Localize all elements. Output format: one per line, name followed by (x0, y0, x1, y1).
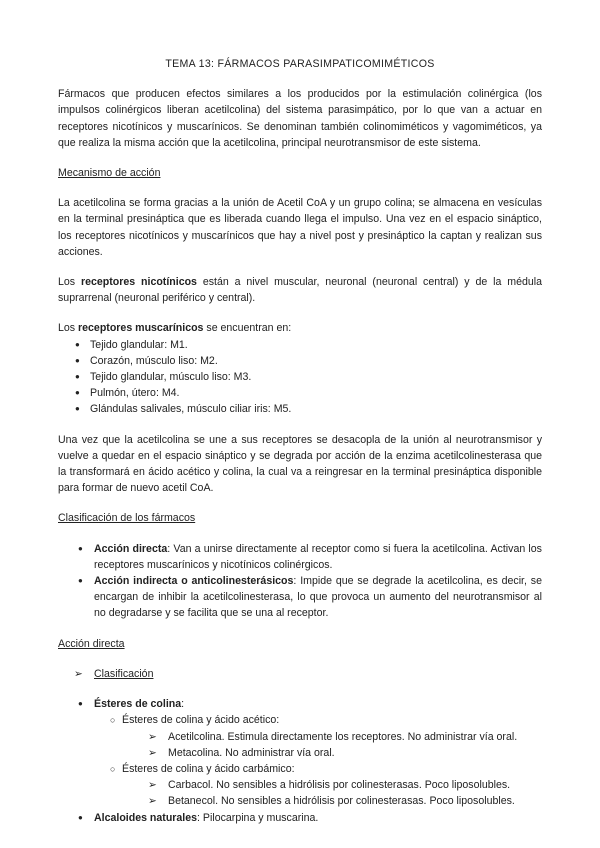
list-item: ● Pulmón, útero: M4. (58, 385, 542, 401)
list-item-directa (58, 541, 542, 573)
indirecta-bold: Acción indirecta o anticolinesterásicos (94, 575, 294, 588)
list-item-esteres (58, 696, 542, 712)
mus-bold: receptores muscarínicos (78, 322, 204, 335)
alcaloides-text: : Pilocarpina y muscarina. (197, 811, 319, 824)
heading-clasificacion: Clasificación de los fármacos (58, 512, 196, 525)
list-item (58, 745, 542, 761)
heading-accion-directa: Acción directa (58, 637, 125, 650)
list-item: ● Corazón, músculo liso: M2. (58, 353, 542, 369)
clasificacion-list (58, 541, 542, 622)
mecanismo-paragraph: La acetilcolina se forma gracias a la unión de Acetil CoA y un grupo colina; se almacena en vesículas en la terminal presináptica que es liberada cuando llega el impulso. Una vez en el espacio sináptico, los receptores nicotínicos y muscarínicos que hay a nivel post y presináptico la captan y realizan sus acciones. (58, 197, 542, 258)
item-text: Carbacol. No sensibles a hidrólisis por colinesterasas. Poco liposolubles. (168, 779, 511, 792)
nic-bold: receptores nicotínicos (80, 276, 197, 289)
nic-pre: Los (58, 276, 81, 289)
esteres-colon: : (181, 698, 185, 711)
indirecta-text: : Impide que se degrade la acetilcolina, es decir, se encargan de inhibir la acetilcolinesterasa, lo que provoca un aumento del neurotransmisor al no degradarse y se facilita que se una al receptor. (94, 575, 542, 620)
degradacion-paragraph: Una vez que la acetilcolina se une a sus receptores se desacopla de la unión al neurotransmisor y vuelve a quedar en el espacio sináptico y se degrada por acción de la enzima acetilcolinesterasa que la transformará en ácido acético y colina, la cual va a reingresar en la terminal presináptica disponible para formar de nuevo acetil CoA. (58, 433, 542, 495)
nicotinicos-paragraph (58, 274, 542, 306)
list-item: ● Tejido glandular, músculo liso: M3. (58, 369, 542, 385)
intro-paragraph: Fármacos que producen efectos similares a los producidos por la estimulación colinérgica (los impulsos colinérgicos liberan acetilcolina) del sistema parasimpático, por lo que van a actuar en receptores nicotínicos y muscarínicos. Se denominan también colinomiméticos y vagomiméticos, ya que realiza la misma acción que la acetilcolina, principal neurotransmisor de este sistema. (58, 88, 542, 149)
mus-pre: Los (58, 322, 79, 335)
heading-mecanismo: Mecanismo de acción (58, 167, 161, 180)
arrow-icon: ➢ (148, 746, 157, 759)
carbamico-items (58, 777, 542, 809)
alcaloides-list (58, 810, 542, 826)
list-item: ○ Ésteres de colina y ácido acético: (58, 712, 542, 728)
list-item: ● Glándulas salivales, músculo ciliar iris: M5. (58, 401, 542, 417)
directa-text: : Van a unirse directamente al receptor como si fuera la acetilcolina. Activan los receptores muscarínicos y nicotínicos colinérgicos. (94, 542, 542, 571)
arrow-icon: ➢ (74, 667, 83, 680)
subheading-label: Clasificación (94, 667, 154, 680)
item-text: Acetilcolina. Estimula directamente los receptores. No administrar vía oral. (168, 730, 518, 743)
muscarinicos-paragraph (58, 320, 542, 336)
arrow-icon: ➢ (148, 779, 157, 792)
list-item: ○ Ésteres de colina y ácido carbámico: (58, 761, 542, 777)
item-text: Metacolina. No administrar vía oral. (168, 746, 335, 759)
subheading-clasificacion (58, 666, 542, 682)
list-item: ● Tejido glandular: M1. (58, 337, 542, 353)
document-title: TEMA 13: FÁRMACOS PARASIMPATICOMIMÉTICOS (165, 58, 435, 70)
list-item-alcaloides (58, 810, 542, 826)
carbamico-list (58, 761, 542, 777)
list-item (58, 793, 542, 809)
document-page (58, 56, 542, 826)
list-item-indirecta (58, 573, 542, 622)
acetico-list (58, 712, 542, 728)
mus-post: se encuentran en: (203, 322, 292, 335)
arrow-icon: ➢ (148, 730, 157, 743)
directa-bold: Acción directa (94, 542, 168, 555)
alcaloides-bold: Alcaloides naturales (94, 811, 198, 824)
acetico-items (58, 729, 542, 761)
arrow-icon: ➢ (148, 795, 157, 808)
esteres-bold: Ésteres de colina (94, 698, 182, 711)
list-item (58, 729, 542, 745)
nic-post: están a nivel muscular, neuronal (neuronal central) y de la médula suprarrenal (neuronal periférico y central). (58, 276, 542, 305)
muscarinicos-list (58, 337, 542, 418)
list-item (58, 777, 542, 793)
esteres-list (58, 696, 542, 712)
item-text: Betanecol. No sensibles a hidrólisis por colinesterasas. Poco liposolubles. (168, 795, 515, 808)
